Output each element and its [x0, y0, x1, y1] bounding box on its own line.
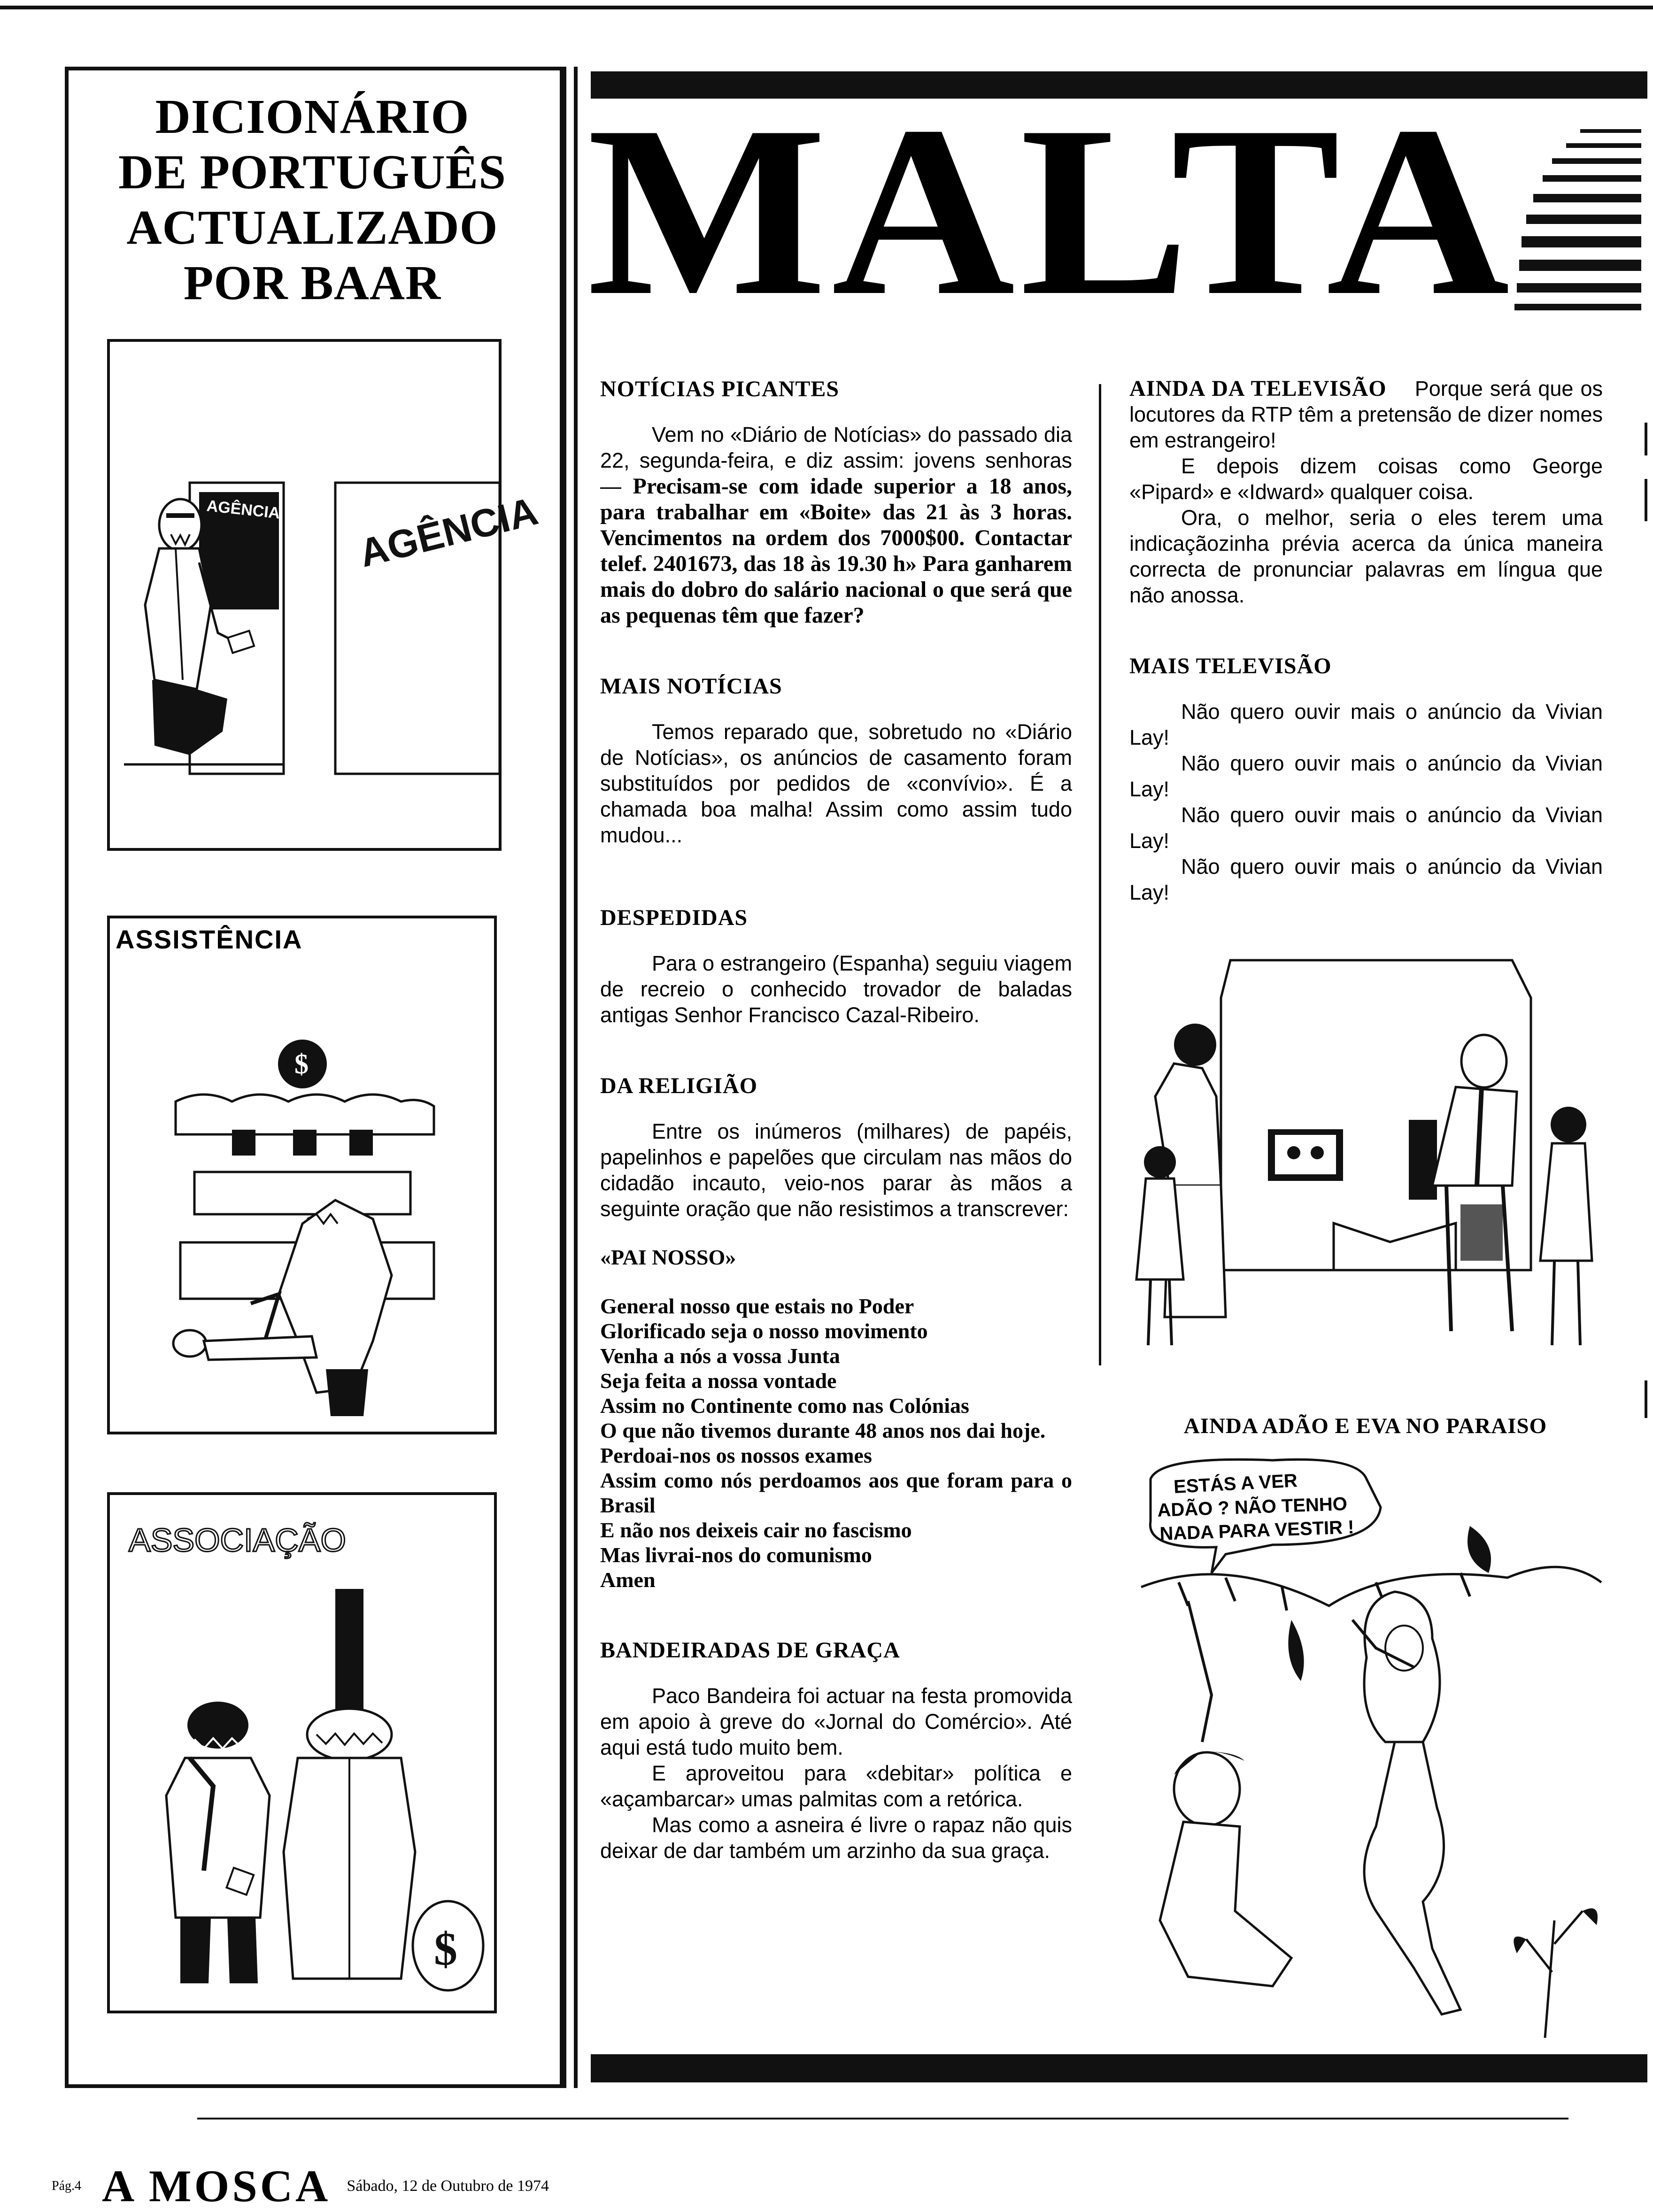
prayer-line: Mas livrai-nos do comunismo	[600, 1543, 872, 1567]
column-divider	[1099, 384, 1101, 1365]
cartoon-agencia	[107, 339, 542, 851]
cartoon-associacao-drawing	[110, 1495, 494, 2011]
page-number: Pág.4	[52, 2178, 81, 2193]
da-religiao-body: Entre os inúmeros (milhares) de papéis, papelinhos e papelões que circulam nas mãos do cidadão incauto, veio-nos parar às mãos a seguinte oração que não resistimos a transcrever:	[600, 1119, 1072, 1221]
adam-eve-cartoon	[1132, 1451, 1611, 2042]
margin-mark	[1645, 479, 1647, 521]
header-stripes	[1500, 129, 1641, 317]
heading-bandeiradas-de-graca: BANDEIRADAS DE GRAÇA	[600, 1638, 900, 1663]
ainda-da-televisao-p3: Ora, o melhor, seria o eles terem uma indicaçãozinha prévia acerca da única maneira correcta de pronunciar palavras em língua que não anossa.	[1129, 506, 1603, 607]
bandeiradas-body-1: Paco Bandeira foi actuar na festa promovida em apoio à greve do «Jornal do Comércio». Até aqui está tudo muito bem.	[600, 1684, 1072, 1759]
prayer-line: General nosso que estais no Poder	[600, 1294, 914, 1318]
dictionary-title	[70, 89, 554, 311]
associacao-label: ASSOCIAÇÃO	[129, 1522, 346, 1558]
despedidas-body: Para o estrangeiro (Espanha) seguiu viagem de recreio o conhecido trovador de baladas antigas Senhor Francisco Cazal-Ribeiro.	[600, 951, 1072, 1027]
top-rule	[0, 6, 1653, 9]
margin-mark	[1645, 423, 1647, 455]
prayer-line: Glorificado seja o nosso movimento	[600, 1319, 928, 1343]
heading-mais-noticias: MAIS NOTÍCIAS	[600, 674, 782, 699]
mais-televisao-line: Não quero ouvir mais o anúncio da Vivian Lay!	[1129, 803, 1603, 853]
adam-eve-cartoon-drawing	[1132, 1451, 1611, 2042]
ainda-da-televisao-lead: Porque será que os locutores da RTP têm a pretensão de dizer nomes em estrangeiro!	[1129, 377, 1603, 452]
mais-televisao-line: Não quero ouvir mais o anúncio da Vivian Lay!	[1129, 700, 1603, 749]
column-left-articles	[600, 376, 1072, 1864]
dictionary-title-line: ACTUALIZADO	[126, 200, 498, 254]
dictionary-title-line: POR BAAR	[183, 256, 441, 310]
ainda-da-televisao-body	[1129, 376, 1603, 453]
footer-rule	[197, 2118, 1568, 2120]
assistencia-label: ASSISTÊNCIA	[116, 925, 303, 954]
television-cartoon	[1127, 941, 1620, 1373]
prayer-title: «PAI NOSSO»	[600, 1245, 736, 1269]
prayer-line: E não nos deixeis cair no fascismo	[600, 1518, 912, 1542]
money-bag-dollar-icon: $	[434, 1923, 457, 1975]
dollar-sign-icon: $	[294, 1048, 309, 1079]
column-right-articles	[1129, 376, 1603, 905]
bubble-line-1: ESTÁS A VER	[1173, 1470, 1298, 1497]
noticias-picantes-text: Vem no «Diário de Notícias» do passado dia 22, segunda-feira, e diz assim: jovens senhoras —	[600, 423, 1072, 498]
prayer-line: Assim no Continente como nas Colónias	[600, 1394, 969, 1418]
section-title: MALTA	[587, 76, 1515, 346]
mais-noticias-body: Temos reparado que, sobretudo no «Diário de Notícias», os anúncios de casamento foram substituídos por pedidos de «convívio». É a chamada boa malha! Assim como assim tudo mudou...	[600, 720, 1072, 847]
door-sign: AGÊNCIA	[206, 497, 281, 523]
prayer-line: Perdoai-nos os nossos exames	[600, 1443, 872, 1467]
page-footer	[52, 2160, 549, 2212]
dictionary-title-line: DICIONÁRIO	[155, 90, 470, 144]
left-column-double-rule	[563, 67, 566, 2088]
heading-despedidas: DESPEDIDAS	[600, 905, 748, 930]
prayer-line: Amen	[600, 1568, 656, 1592]
ainda-da-televisao-p2: E depois dizem coisas como George «Pipard» e «Idward» qualquer coisa.	[1129, 454, 1603, 504]
prayer-line: Venha a nós a vossa Junta	[600, 1344, 840, 1368]
heading-ainda-da-televisao: AINDA DA TELEVISÃO	[1129, 376, 1387, 401]
publication-date: Sábado, 12 de Outubro de 1974	[347, 2177, 549, 2195]
adam-eve-cartoon-title: AINDA ADÃO E EVA NO PARAISO	[1183, 1414, 1547, 1438]
footer-bar	[591, 2054, 1647, 2082]
bubble-line-3: NADA PARA VESTIR !	[1159, 1517, 1355, 1544]
prayer-line: O que não tivemos durante 48 anos nos dai hoje.	[600, 1418, 1046, 1442]
noticias-picantes-body	[600, 422, 1072, 628]
publication-name: A MOSCA	[102, 2161, 331, 2211]
center-rule	[574, 67, 578, 2088]
agency-sign: AGÊNCIA	[355, 488, 542, 576]
heading-noticias-picantes: NOTÍCIAS PICANTES	[600, 377, 840, 401]
mais-televisao-line: Não quero ouvir mais o anúncio da Vivian Lay!	[1129, 751, 1603, 801]
cartoon-agencia-drawing	[110, 342, 542, 848]
cartoon-associacao	[107, 1492, 497, 2013]
bandeiradas-body-3: Mas como a asneira é livre o rapaz não quis deixar de dar também um arzinho da sua graça.	[600, 1813, 1072, 1863]
mais-televisao-line: Não quero ouvir mais o anúncio da Vivian Lay!	[1129, 855, 1603, 904]
bubble-line-2: ADÃO ? NÃO TENHO	[1157, 1493, 1348, 1521]
bandeiradas-body-2: E aproveitou para «debitar» política e «açambarcar» umas palmitas com a retórica.	[600, 1761, 1072, 1811]
heading-da-religiao: DA RELIGIÃO	[600, 1073, 758, 1098]
heading-mais-televisao: MAIS TELEVISÃO	[1129, 654, 1332, 678]
dictionary-title-line: DE PORTUGUÊS	[118, 145, 507, 199]
cartoon-assistencia	[107, 916, 497, 1434]
television-cartoon-drawing	[1127, 941, 1620, 1373]
prayer-line: Assim como nós perdoamos aos que foram para o Brasil	[600, 1468, 1072, 1517]
cartoon-assistencia-drawing	[110, 918, 494, 1432]
prayer-line: Seja feita a nossa vontade	[600, 1369, 837, 1393]
margin-mark	[1645, 1380, 1647, 1418]
noticias-picantes-quote: Precisam-se com idade superior a 18 anos, para trabalhar em «Boite» das 21 às 3 horas. Vencimentos na ordem dos 7000$00. Contactar telef. 2401673, das 18 às 19.30 h» Para ganharem mais do dobro do salário nacional o que será que as pequenas têm que fazer?	[600, 474, 1072, 628]
